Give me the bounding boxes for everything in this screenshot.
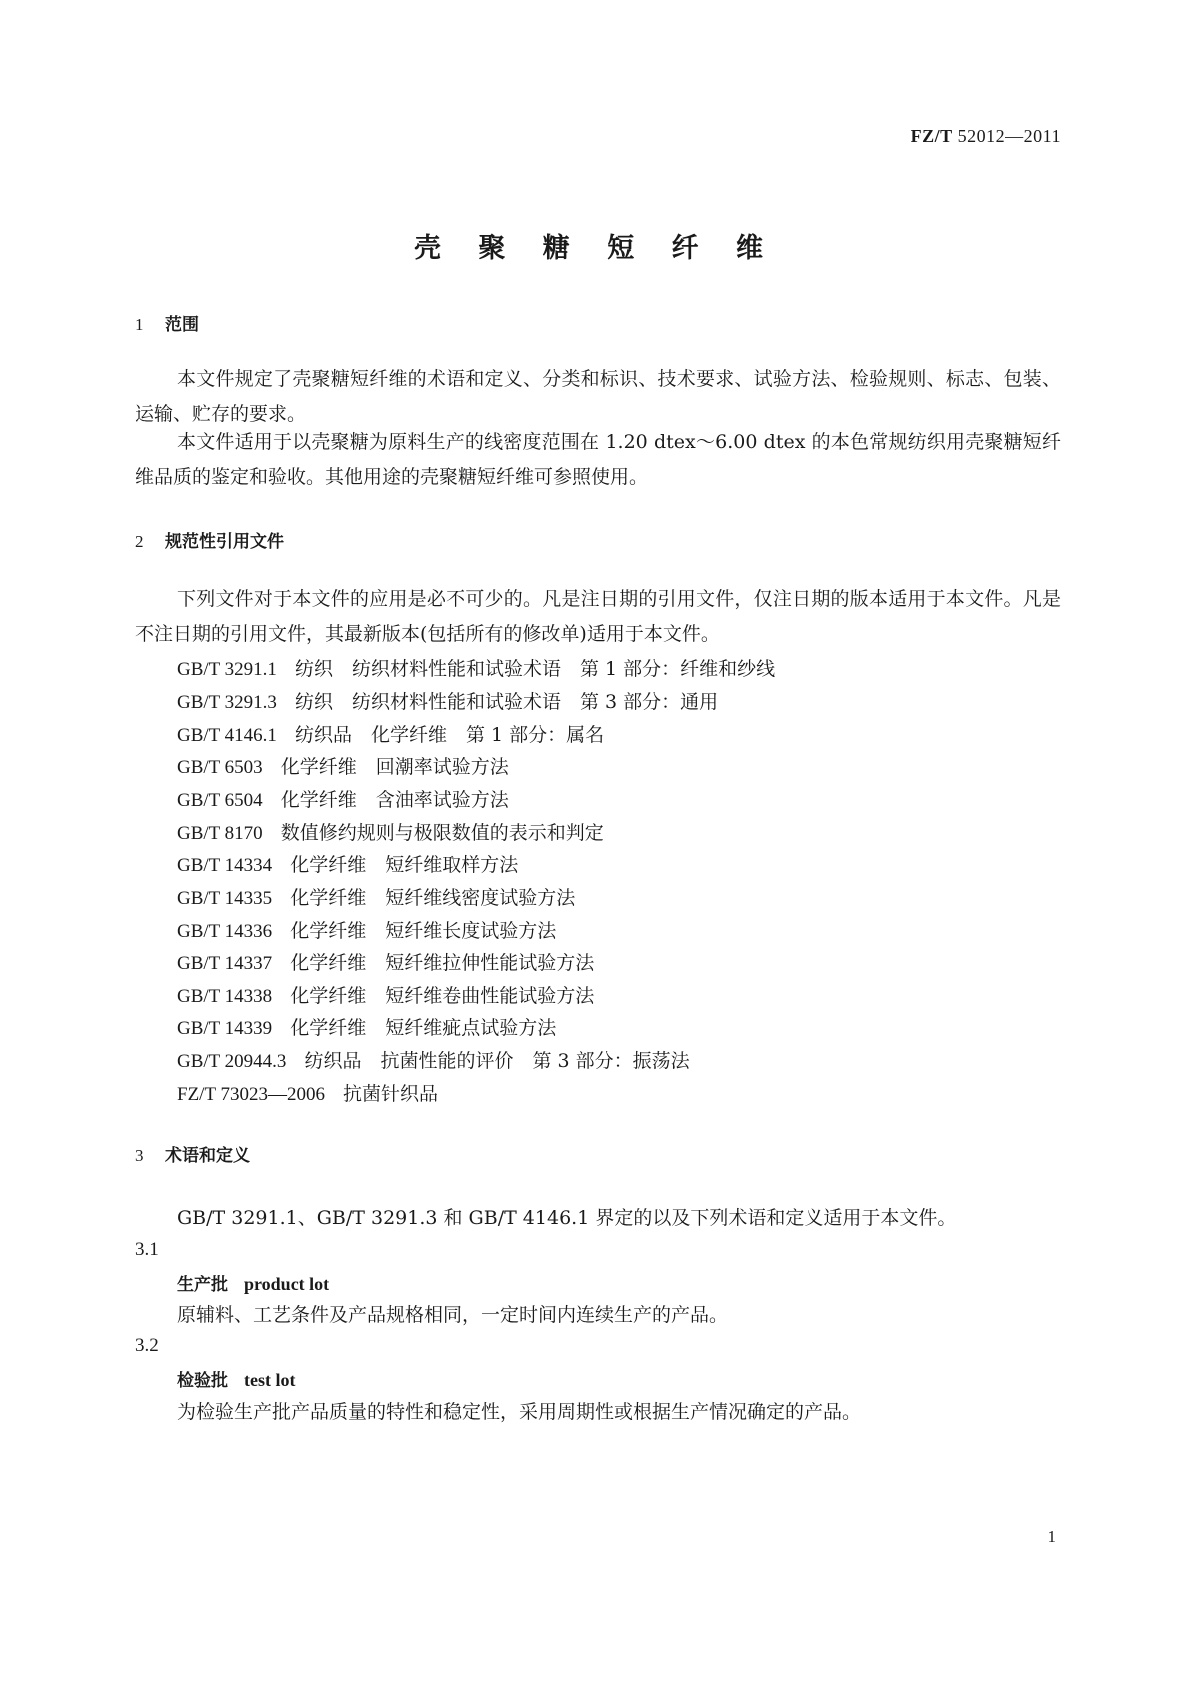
reference-title: 纺织 纺织材料性能和试验术语 第 1 部分：纤维和纱线 (294, 658, 776, 680)
reference-item (177, 818, 604, 845)
reference-item (177, 654, 775, 681)
reference-code: GB/T 6503 (177, 757, 263, 778)
reference-code: GB/T 14334 (177, 855, 273, 876)
reference-title: 化学纤维 短纤维取样方法 (290, 854, 519, 876)
reference-title: 数值修约规则与极限数值的表示和判定 (280, 822, 604, 844)
reference-item (177, 850, 518, 877)
reference-code: GB/T 14338 (177, 986, 273, 1007)
term-definition: 原辅料、工艺条件及产品规格相同，一定时间内连续生产的产品。 (177, 1304, 729, 1326)
reference-title: 抗菌针织品 (342, 1083, 438, 1105)
reference-title: 化学纤维 短纤维拉伸性能试验方法 (290, 952, 595, 974)
reference-item (177, 981, 594, 1008)
reference-item (177, 1013, 556, 1040)
reference-title: 化学纤维 短纤维线密度试验方法 (290, 887, 576, 909)
term-heading (177, 1366, 295, 1391)
reference-code: GB/T 20944.3 (177, 1051, 287, 1072)
section-title: 范围 (165, 315, 199, 335)
clause-number: 3.2 (135, 1335, 159, 1356)
term-definition: 为检验生产批产品质量的特性和稳定性，采用周期性或根据生产情况确定的产品。 (177, 1401, 862, 1423)
reference-title: 化学纤维 回潮率试验方法 (280, 756, 509, 778)
page-number: 1 (1047, 1527, 1056, 1546)
section-title: 术语和定义 (165, 1146, 250, 1166)
reference-item (177, 916, 556, 943)
reference-code: GB/T 14339 (177, 1018, 273, 1039)
reference-code: GB/T 14335 (177, 888, 273, 909)
standard-code-number: 52012—2011 (957, 126, 1061, 146)
term-zh: 检验批 (177, 1371, 228, 1391)
reference-code: FZ/T 73023—2006 (177, 1084, 325, 1105)
term-zh: 生产批 (177, 1275, 228, 1295)
scope-paragraph-2: 本文件适用于以壳聚糖为原料生产的线密度范围在 1.20 dtex～6.00 dtex 的本色常规纺织用壳聚糖短纤维品质的鉴定和验收。其他用途的壳聚糖短纤维可参照使用。 (135, 431, 1061, 488)
reference-item (177, 687, 718, 714)
reference-title: 化学纤维 短纤维长度试验方法 (290, 920, 557, 942)
section-number: 3 (135, 1146, 144, 1165)
reference-code: GB/T 8170 (177, 823, 263, 844)
reference-code: GB/T 3291.3 (177, 692, 277, 713)
document-title: 壳 聚 糖 短 纤 维 (414, 233, 777, 264)
reference-title: 化学纤维 短纤维疵点试验方法 (290, 1017, 557, 1039)
reference-title: 纺织品 抗菌性能的评价 第 3 部分：振荡法 (304, 1050, 690, 1072)
section-heading-references (135, 527, 284, 552)
reference-code: GB/T 4146.1 (177, 725, 277, 746)
clause-number: 3.1 (135, 1239, 159, 1260)
reference-code: GB/T 6504 (177, 790, 263, 811)
standard-code (911, 126, 1061, 147)
standard-code-prefix: FZ/T (910, 126, 953, 146)
reference-code: GB/T 3291.1 (177, 659, 277, 680)
term-heading (177, 1270, 329, 1295)
reference-item (177, 785, 509, 812)
scope-paragraph-1: 本文件规定了壳聚糖短纤维的术语和定义、分类和标识、技术要求、试验方法、检验规则、标志、包装、运输、贮存的要求。 (135, 368, 1061, 425)
reference-item (177, 948, 594, 975)
section-heading-terms (135, 1141, 250, 1166)
term-en: product lot (244, 1274, 330, 1294)
terms-intro: GB/T 3291.1、GB/T 3291.3 和 GB/T 4146.1 界定的以及下列术语和定义适用于本文件。 (177, 1207, 957, 1229)
term-en: test lot (244, 1370, 296, 1390)
section-title: 规范性引用文件 (165, 532, 284, 552)
references-intro: 下列文件对于本文件的应用是必不可少的。凡是注日期的引用文件，仅注日期的版本适用于本文件。凡是不注日期的引用文件，其最新版本(包括所有的修改单)适用于本文件。 (135, 588, 1061, 645)
reference-title: 纺织 纺织材料性能和试验术语 第 3 部分：通用 (294, 691, 719, 713)
section-number: 1 (135, 315, 144, 334)
reference-code: GB/T 14337 (177, 953, 273, 974)
section-heading-scope (135, 310, 199, 335)
section-number: 2 (135, 532, 144, 551)
reference-item (177, 1046, 690, 1073)
reference-item (177, 1079, 438, 1106)
reference-code: GB/T 14336 (177, 921, 273, 942)
reference-title: 化学纤维 含油率试验方法 (280, 789, 509, 811)
reference-title: 化学纤维 短纤维卷曲性能试验方法 (290, 985, 595, 1007)
reference-item (177, 720, 604, 747)
reference-title: 纺织品 化学纤维 第 1 部分：属名 (294, 724, 605, 746)
reference-item (177, 752, 509, 779)
reference-item (177, 883, 575, 910)
